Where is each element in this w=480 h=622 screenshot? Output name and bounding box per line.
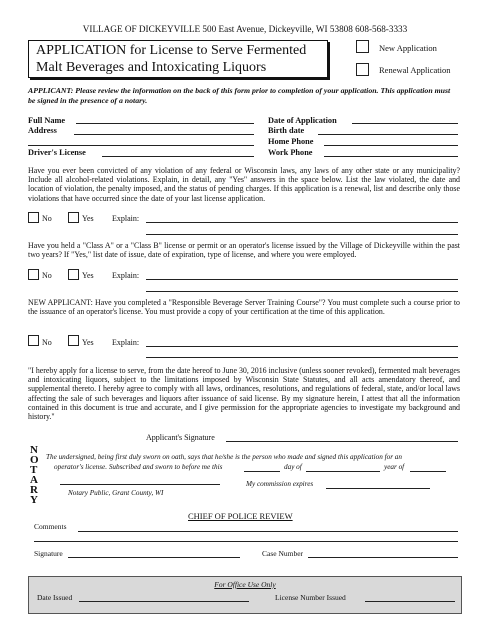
case-number-label: Case Number bbox=[262, 549, 304, 558]
date-of-application-label: Date of Application bbox=[268, 116, 337, 125]
notary-oath-line2: operator's license. Subscribed and sworn to before me this bbox=[54, 463, 223, 471]
work-phone-label: Work Phone bbox=[268, 148, 313, 157]
question-convictions: Have you ever been convicted of any violation of any federal or Wisconsin laws, any laws of any other state or any municipality? Include all alcohol-related violations. Explain, in detail, any "Yes" answers in the space below. List the law violated, the date and location of violation, the penalty imposed, and the status of pending charges. If this application is a renewal, list and describe only those violations that have occurred since the date of your last license application. bbox=[28, 166, 460, 203]
office-use-box bbox=[28, 576, 462, 614]
birth-date-field[interactable] bbox=[318, 134, 458, 135]
work-phone-field[interactable] bbox=[324, 156, 458, 157]
q3-no-checkbox[interactable] bbox=[28, 335, 39, 346]
office-use-title: For Office Use Only bbox=[214, 580, 276, 589]
notary-month-field[interactable] bbox=[306, 471, 380, 472]
comments-field[interactable] bbox=[78, 531, 458, 532]
comments-label: Comments bbox=[34, 522, 67, 531]
full-name-label: Full Name bbox=[28, 116, 66, 125]
title-box bbox=[28, 40, 328, 78]
q1-yes-checkbox[interactable] bbox=[68, 212, 79, 223]
police-signature-label: Signature bbox=[34, 549, 63, 558]
q2-no-label: No bbox=[42, 271, 52, 280]
q3-explain-field-line2[interactable] bbox=[146, 357, 458, 358]
drivers-license-label: Driver's License bbox=[28, 148, 86, 157]
notary-letter: N bbox=[30, 444, 38, 456]
notary-letter: O bbox=[30, 454, 39, 466]
date-issued-field[interactable] bbox=[79, 601, 249, 602]
home-phone-label: Home Phone bbox=[268, 137, 314, 146]
q1-explain-field-line2[interactable] bbox=[146, 234, 458, 235]
page-title-line2: Malt Beverages and Intoxicating Liquors bbox=[36, 60, 267, 75]
notary-oath-line1: The undersigned, being first duly sworn on oath, says that he/she is the person who made and signed this application for an bbox=[46, 453, 402, 461]
q1-explain-label: Explain: bbox=[112, 214, 140, 223]
birth-date-label: Birth date bbox=[268, 126, 305, 135]
q3-yes-checkbox[interactable] bbox=[68, 335, 79, 346]
q2-explain-field-line2[interactable] bbox=[146, 291, 458, 292]
applicant-notice: APPLICANT: Please review the information on the back of this form prior to completion of your application. This application must be signed in the presence of a notary. bbox=[28, 86, 451, 105]
page-title-line1: APPLICATION for License to Serve Fermented bbox=[36, 43, 307, 58]
q2-explain-field[interactable] bbox=[146, 279, 458, 280]
date-issued-label: Date Issued bbox=[37, 593, 73, 602]
comments-field-line2[interactable] bbox=[34, 541, 458, 542]
notary-year-label: year of bbox=[384, 463, 405, 471]
case-number-field[interactable] bbox=[308, 557, 458, 558]
question-prior-license: Have you held a "Class A" or a "Class B" license or permit or an operator's license issued by the Village of Dickeyville within the past two years? If "Yes," list date of issue, date of expiration, type of license, and where you were employed. bbox=[28, 241, 460, 260]
q3-explain-field[interactable] bbox=[146, 346, 458, 347]
home-phone-field[interactable] bbox=[324, 145, 458, 146]
q2-explain-label: Explain: bbox=[112, 271, 140, 280]
q1-no-checkbox[interactable] bbox=[28, 212, 39, 223]
notary-day-field[interactable] bbox=[244, 471, 280, 472]
q2-yes-label: Yes bbox=[82, 271, 94, 280]
police-signature-field[interactable] bbox=[68, 557, 240, 558]
q1-no-label: No bbox=[42, 214, 52, 223]
license-number-field[interactable] bbox=[365, 601, 455, 602]
notary-letter: R bbox=[30, 484, 38, 496]
address-field[interactable] bbox=[74, 134, 254, 135]
new-application-checkbox[interactable] bbox=[356, 40, 369, 53]
notary-year-field[interactable] bbox=[410, 471, 446, 472]
notary-signature-field[interactable] bbox=[60, 484, 220, 485]
applicant-signature-label: Applicant's Signature bbox=[146, 433, 215, 442]
notary-letter: Y bbox=[30, 494, 38, 506]
commission-expires-label: My commission expires bbox=[246, 480, 314, 488]
org-header: VILLAGE OF DICKEYVILLE 500 East Avenue, Dickeyville, WI 53808 608-568-3333 bbox=[82, 24, 408, 34]
new-application-label: New Application bbox=[379, 43, 437, 53]
q3-explain-label: Explain: bbox=[112, 338, 140, 347]
address-field-line2[interactable] bbox=[28, 145, 254, 146]
license-number-label: License Number Issued bbox=[275, 593, 346, 602]
commission-expires-field[interactable] bbox=[326, 488, 430, 489]
full-name-field[interactable] bbox=[76, 123, 254, 124]
notary-letter: A bbox=[30, 474, 38, 486]
notary-public-label: Notary Public, Grant County, WI bbox=[68, 489, 164, 497]
q2-no-checkbox[interactable] bbox=[28, 269, 39, 280]
address-label: Address bbox=[28, 126, 57, 135]
notary-letter: T bbox=[30, 464, 38, 476]
q1-explain-field[interactable] bbox=[146, 222, 458, 223]
applicant-signature-field[interactable] bbox=[226, 441, 458, 442]
notary-day-of-label: day of bbox=[284, 463, 302, 471]
q2-yes-checkbox[interactable] bbox=[68, 269, 79, 280]
renewal-application-checkbox[interactable] bbox=[356, 63, 369, 76]
renewal-application-label: Renewal Application bbox=[379, 65, 451, 75]
declaration-text: "I hereby apply for a license to serve, from the date hereof to June 30, 2016 inclusive (unless sooner revoked), fermented malt beverages and intoxicating liquors, subject to the limitations imposed by Wisconsin State Statutes, and all acts amendatory thereof, and supplemental thereto. I hereby agree to comply with all laws, ordinances, resolutions, and regulations of federal, state, and/or local laws affecting the sale of such beverages and liquors after issuance of said license. By my signature herein, I attest that all the information contained in this document is true and accurate, and I give permission for the appropriate agencies to investigate my background and history." bbox=[28, 366, 460, 422]
question-training-course: NEW APPLICANT: Have you completed a "Responsible Beverage Server Training Course"? You must complete such a course prior to the issuance of an operator's license. You must provide a copy of your certification at the time of this application. bbox=[28, 298, 460, 317]
q3-yes-label: Yes bbox=[82, 338, 94, 347]
drivers-license-field[interactable] bbox=[102, 156, 254, 157]
date-of-application-field[interactable] bbox=[352, 123, 458, 124]
police-review-title: CHIEF OF POLICE REVIEW bbox=[188, 511, 293, 521]
q3-no-label: No bbox=[42, 338, 52, 347]
q1-yes-label: Yes bbox=[82, 214, 94, 223]
